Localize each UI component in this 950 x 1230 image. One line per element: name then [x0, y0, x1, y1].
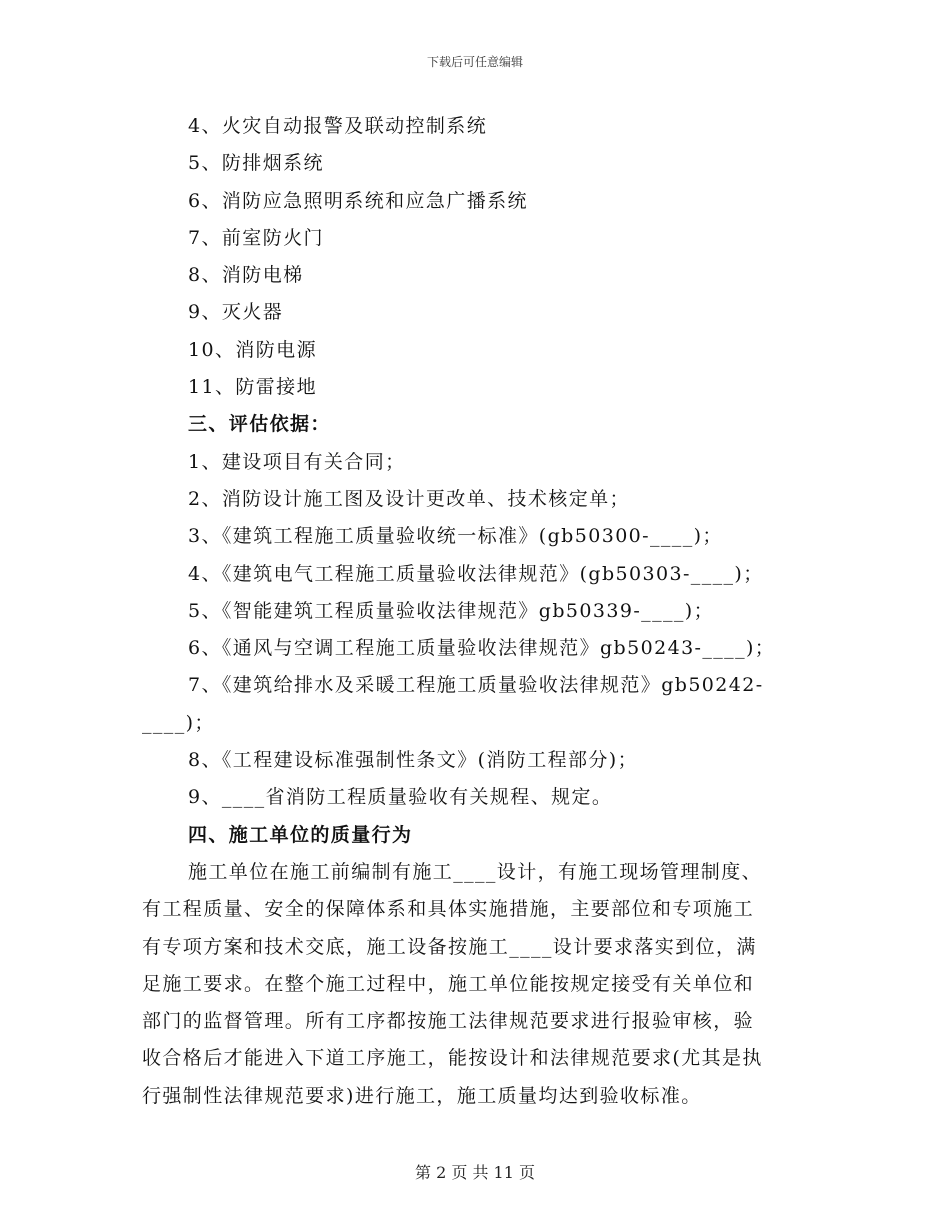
paragraph-line: 施工单位在施工前编制有施工____设计，有施工现场管理制度、	[188, 860, 763, 883]
body-paragraph	[142, 854, 807, 1115]
list-item: 7、《建筑给排水及采暖工程施工质量验收法律规范》gb50242-	[188, 674, 764, 697]
page-header: 下载后可任意编辑	[426, 55, 523, 69]
list-item: 1、建设项目有关合同；	[188, 450, 406, 473]
list-item-continuation: ____)；	[142, 711, 215, 734]
paragraph-line: 有工程质量、安全的保障体系和具体实施措施，主要部位和专项施工	[142, 898, 755, 921]
document-body	[142, 108, 807, 1115]
paragraph-line: 行强制性法律规范要求)进行施工，施工质量均达到验收标准。	[142, 1084, 702, 1107]
list-item: 7、前室防火门	[188, 226, 324, 249]
list-item: 6、《通风与空调工程施工质量验收法律规范》gb50243-____)；	[188, 637, 776, 660]
list-item: 8、消防电梯	[188, 264, 304, 287]
list-item: 8、《工程建设标准强制性条文》(消防工程部分)；	[188, 749, 639, 772]
list-item: 9、灭火器	[188, 301, 284, 324]
section-heading: 四、施工单位的质量行为	[188, 823, 413, 846]
list-item: 5、《智能建筑工程质量验收法律规范》gb50339-____)；	[188, 599, 714, 622]
list-item: 4、火灾自动报警及联动控制系统	[188, 115, 488, 137]
list-item: 11、防雷接地	[188, 376, 317, 399]
paragraph-line: 有专项方案和技术交底，施工设备按施工____设计要求落实到位，满	[142, 935, 757, 958]
page-footer: 第 2 页 共 11 页	[415, 1163, 535, 1182]
section-heading: 三、评估依据：	[188, 413, 331, 436]
list-item: 10、消防电源	[188, 338, 317, 361]
list-item: 2、消防设计施工图及设计更改单、技术核定单；	[188, 487, 630, 510]
paragraph-line: 部门的监督管理。所有工序都按施工法律规范要求进行报验审核，验	[142, 1010, 755, 1033]
paragraph-line: 收合格后才能进入下道工序施工，能按设计和法律规范要求(尤其是执	[142, 1047, 763, 1070]
list-item: 4、《建筑电气工程施工质量验收法律规范》(gb50303-____)；	[188, 562, 764, 585]
paragraph-line: 足施工要求。在整个施工过程中，施工单位能按规定接受有关单位和	[142, 972, 755, 995]
list-item: 3、《建筑工程施工质量验收统一标准》(gb50300-____)；	[188, 525, 723, 548]
list-item: 6、消防应急照明系统和应急广播系统	[188, 189, 528, 212]
list-item: 9、____省消防工程质量验收有关规程、规定。	[188, 786, 613, 809]
list-item: 5、防排烟系统	[188, 152, 324, 175]
